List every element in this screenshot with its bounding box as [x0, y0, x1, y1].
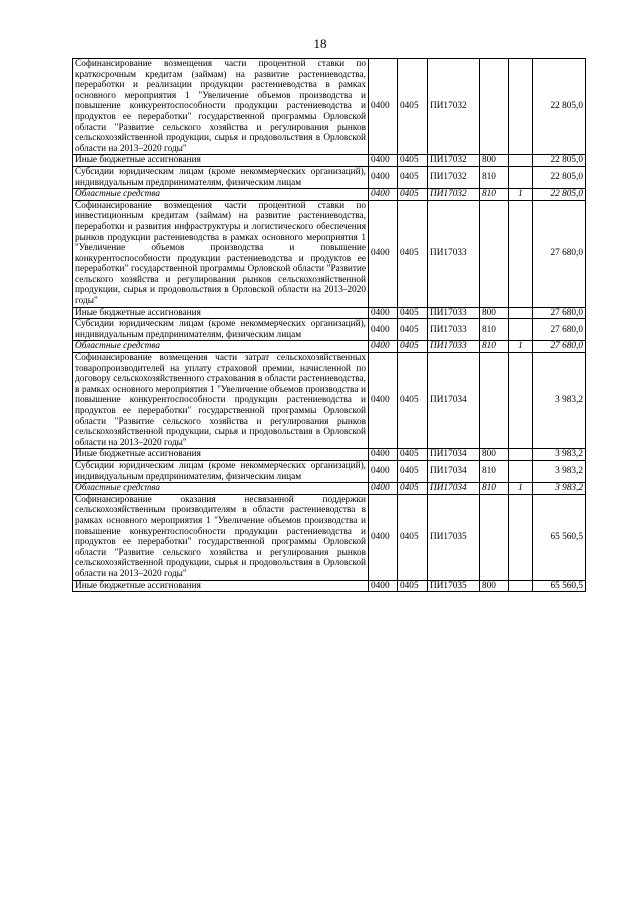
- subsection-code-cell: 0405: [398, 580, 428, 592]
- table-row: [73, 580, 586, 592]
- amount-cell: 27 680,0: [533, 341, 586, 353]
- budget-table: [72, 58, 586, 592]
- row-name-cell: Иные бюджетные ассигнования: [73, 580, 369, 592]
- target-article-cell: ПИ17034: [428, 460, 480, 482]
- row-name-cell: Софинансирование оказания несвязанной поддержки сельскохозяйственным производителям в области растениеводства в рамках основного мероприятия 1 "Увеличение объемов производства и повышение конкурентоспособности продукции растениеводства и продуктов ее переработки" государственной программы Орловской области "Развитие сельского хозяйства и регулирования рынков сельскохозяйственной продукции, сырья и продовольствия в Орловской области на 2013–2020 годы": [73, 494, 369, 580]
- row-name-cell: Субсидии юридическим лицам (кроме некоммерческих организаций), индивидуальным предпринимателям, физическим лицам: [73, 460, 369, 482]
- subsection-code-cell: 0405: [398, 483, 428, 495]
- section-code-cell: 0400: [369, 449, 398, 461]
- table-row: [73, 155, 586, 167]
- subsection-code-cell: 0405: [398, 189, 428, 201]
- amount-cell: 27 680,0: [533, 200, 586, 307]
- target-article-cell: ПИ17035: [428, 494, 480, 580]
- expense-type-cell: 800: [480, 580, 509, 592]
- subsection-code-cell: 0405: [398, 155, 428, 167]
- subsection-code-cell: 0405: [398, 200, 428, 307]
- expense-type-cell: [480, 494, 509, 580]
- target-article-cell: ПИ17033: [428, 200, 480, 307]
- table-row: [73, 319, 586, 341]
- subsection-code-cell: 0405: [398, 341, 428, 353]
- section-code-cell: 0400: [369, 319, 398, 341]
- funding-source-cell: 1: [509, 189, 533, 201]
- target-article-cell: ПИ17033: [428, 307, 480, 319]
- row-name-cell: Областные средства: [73, 483, 369, 495]
- row-name-cell: Областные средства: [73, 189, 369, 201]
- funding-source-cell: [509, 155, 533, 167]
- amount-cell: 3 983,2: [533, 460, 586, 482]
- target-article-cell: ПИ17034: [428, 483, 480, 495]
- amount-cell: 3 983,2: [533, 449, 586, 461]
- program-row: [73, 200, 586, 307]
- expense-type-cell: [480, 200, 509, 307]
- amount-cell: 65 560,5: [533, 580, 586, 592]
- row-name-cell: Субсидии юридическим лицам (кроме некоммерческих организаций), индивидуальным предпринимателям, физическим лицам: [73, 166, 369, 188]
- section-code-cell: 0400: [369, 155, 398, 167]
- expense-type-cell: 800: [480, 449, 509, 461]
- target-article-cell: ПИ17032: [428, 155, 480, 167]
- row-name-cell: Иные бюджетные ассигнования: [73, 307, 369, 319]
- table-row: [73, 449, 586, 461]
- funding-source-cell: [509, 319, 533, 341]
- target-article-cell: ПИ17033: [428, 341, 480, 353]
- expense-type-cell: 810: [480, 166, 509, 188]
- section-code-cell: 0400: [369, 307, 398, 319]
- expense-type-cell: 810: [480, 189, 509, 201]
- section-code-cell: 0400: [369, 166, 398, 188]
- subsection-code-cell: 0405: [398, 319, 428, 341]
- expense-type-cell: 810: [480, 460, 509, 482]
- section-code-cell: 0400: [369, 59, 398, 155]
- table-row: [73, 307, 586, 319]
- subsection-code-cell: 0405: [398, 166, 428, 188]
- regional-funds-row: [73, 189, 586, 201]
- subsection-code-cell: 0405: [398, 460, 428, 482]
- row-name-cell: Софинансирование возмещения части процентной ставки по инвестиционным кредитам (займам) на развитие растениеводства, переработки и развития инфраструктуры и логистического обеспечения рынков продукции растениеводства в рамках основного мероприятия 1 "Увеличение объемов производства и повышение конкурентоспособности продукции растениеводства и продуктов ее переработки" государственной программы Орловской области "Развитие сельского хозяйства и регулирования рынков сельскохозяйственной продукции, сырья и продовольствия в Орловской области на 2013–2020 годы": [73, 200, 369, 307]
- expense-type-cell: [480, 353, 509, 449]
- expense-type-cell: 810: [480, 341, 509, 353]
- target-article-cell: ПИ17033: [428, 319, 480, 341]
- target-article-cell: ПИ17032: [428, 189, 480, 201]
- program-row: [73, 494, 586, 580]
- target-article-cell: ПИ17032: [428, 59, 480, 155]
- section-code-cell: 0400: [369, 483, 398, 495]
- amount-cell: 3 983,2: [533, 483, 586, 495]
- funding-source-cell: [509, 449, 533, 461]
- row-name-cell: Иные бюджетные ассигнования: [73, 449, 369, 461]
- funding-source-cell: [509, 59, 533, 155]
- section-code-cell: 0400: [369, 353, 398, 449]
- amount-cell: 22 805,0: [533, 189, 586, 201]
- amount-cell: 27 680,0: [533, 307, 586, 319]
- table-row: [73, 460, 586, 482]
- program-row: [73, 59, 586, 155]
- funding-source-cell: 1: [509, 341, 533, 353]
- expense-type-cell: 800: [480, 307, 509, 319]
- row-name-cell: Областные средства: [73, 341, 369, 353]
- row-name-cell: Иные бюджетные ассигнования: [73, 155, 369, 167]
- funding-source-cell: [509, 580, 533, 592]
- section-code-cell: 0400: [369, 494, 398, 580]
- amount-cell: 22 805,0: [533, 59, 586, 155]
- subsection-code-cell: 0405: [398, 494, 428, 580]
- row-name-cell: Софинансирование возмещения части затрат сельскохозяйственных товаропроизводителей на уплату страховой премии, начисленной по договору сельскохозяйственного страхования в области растениеводства, в рамках основного мероприятия 1 "Увеличение объемов производства и повышение конкурентоспособности продукции растениеводства и продуктов ее переработки" государственной программы Орловской области "Развитие сельского хозяйства и регулирования рынков сельскохозяйственной продукции, сырья и продовольствия в Орловской области на 2013–2020 годы": [73, 353, 369, 449]
- row-name-cell: Субсидии юридическим лицам (кроме некоммерческих организаций), индивидуальным предпринимателям, физическим лицам: [73, 319, 369, 341]
- section-code-cell: 0400: [369, 341, 398, 353]
- subsection-code-cell: 0405: [398, 353, 428, 449]
- amount-cell: 27 680,0: [533, 319, 586, 341]
- row-name-cell: Софинансирование возмещения части процентной ставки по краткосрочным кредитам (займам) на развитие растениеводства, переработки и реализации продукции растениеводства в рамках основного мероприятия 1 "Увеличение объемов производства и повышение конкурентоспособности продукции растениеводства и продуктов ее переработки" государственной программы Орловской области "Развитие сельского хозяйства и регулирования рынков сельскохозяйственной продукции, сырья и продовольствия в Орловской области на 2013–2020 годы": [73, 59, 369, 155]
- expense-type-cell: 800: [480, 155, 509, 167]
- funding-source-cell: 1: [509, 483, 533, 495]
- target-article-cell: ПИ17034: [428, 449, 480, 461]
- section-code-cell: 0400: [369, 460, 398, 482]
- subsection-code-cell: 0405: [398, 307, 428, 319]
- regional-funds-row: [73, 483, 586, 495]
- page-number: 18: [313, 36, 327, 51]
- section-code-cell: 0400: [369, 189, 398, 201]
- expense-type-cell: 810: [480, 319, 509, 341]
- funding-source-cell: [509, 460, 533, 482]
- table-body: [73, 59, 586, 592]
- program-row: [73, 353, 586, 449]
- funding-source-cell: [509, 200, 533, 307]
- target-article-cell: ПИ17032: [428, 166, 480, 188]
- amount-cell: 22 805,0: [533, 155, 586, 167]
- funding-source-cell: [509, 307, 533, 319]
- subsection-code-cell: 0405: [398, 59, 428, 155]
- expense-type-cell: 810: [480, 483, 509, 495]
- funding-source-cell: [509, 494, 533, 580]
- amount-cell: 3 983,2: [533, 353, 586, 449]
- expense-type-cell: [480, 59, 509, 155]
- target-article-cell: ПИ17034: [428, 353, 480, 449]
- section-code-cell: 0400: [369, 200, 398, 307]
- funding-source-cell: [509, 166, 533, 188]
- subsection-code-cell: 0405: [398, 449, 428, 461]
- section-code-cell: 0400: [369, 580, 398, 592]
- funding-source-cell: [509, 353, 533, 449]
- amount-cell: 65 560,5: [533, 494, 586, 580]
- table-row: [73, 166, 586, 188]
- amount-cell: 22 805,0: [533, 166, 586, 188]
- regional-funds-row: [73, 341, 586, 353]
- target-article-cell: ПИ17035: [428, 580, 480, 592]
